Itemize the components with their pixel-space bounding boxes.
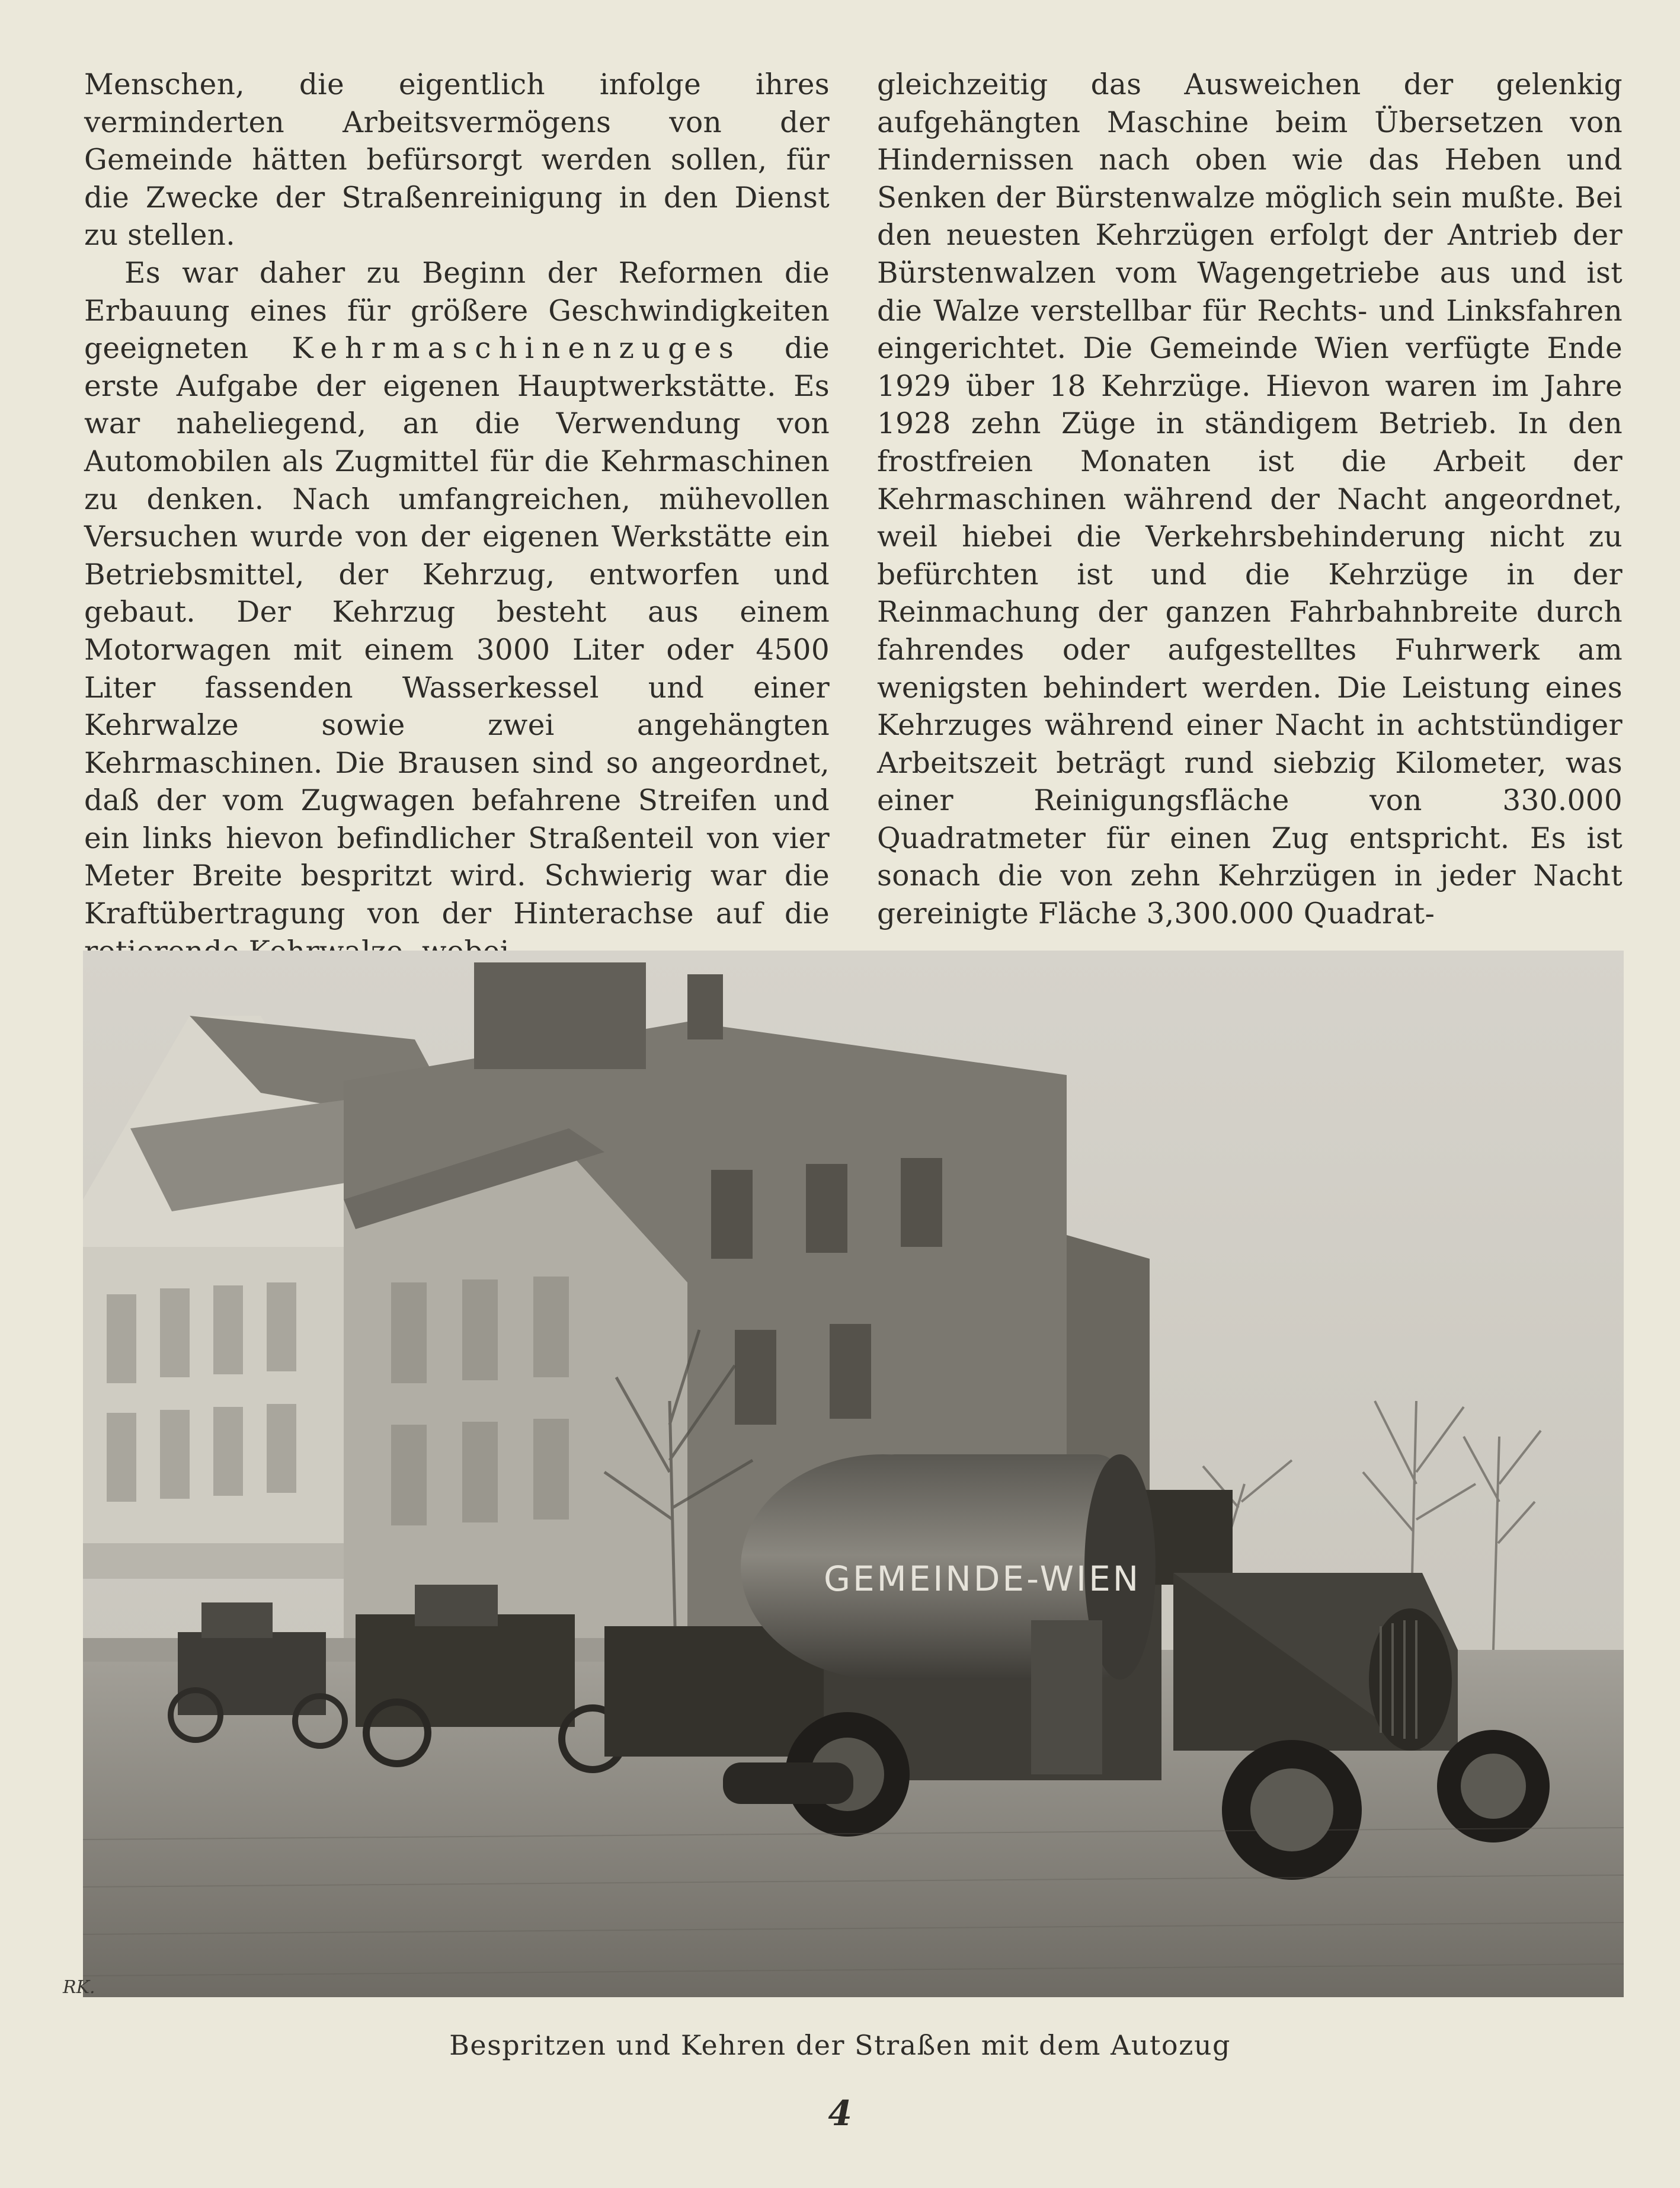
text-column-right — [877, 66, 1623, 933]
figure-caption: Bespritzen und Kehren der Straßen mit dem Autozug — [449, 2029, 1231, 2061]
paragraph-text: die erste Aufgabe der eigenen Hauptwerkstätte. Es war naheliegend, an die Verwendung von Automobilen als Zugmittel für die Kehrmaschinen zu denken. Nach umfangreichen, mühevollen Versuchen wurde von der eigenen Werkstätte ein Betriebsmittel, der Kehrzug, entworfen und gebaut. Der Kehrzug besteht aus einem Motorwagen mit einem 3000 Liter oder 4500 Liter fassenden Wasserkessel und einer Kehrwalze sowie zwei angehängten Kehrmaschinen. Die Brausen sind so angeordnet, daß der vom Zugwagen befahrene Streifen und ein links hievon befindlicher Straßenteil von vier Meter Breite bespritzt wird. Schwierig war die Kraftübertragung von der Hinterachse auf die — [84, 332, 830, 931]
paragraph: Menschen, die eigentlich infolge ihres verminderten Arbeitsvermögens von der Gemeinde hätten befürsorgt werden sollen, für die Zwecke der Straßenreinigung in den Dienst zu stellen. — [84, 68, 830, 252]
tank-lettering: GEMEINDE-WIEN — [824, 1559, 1141, 1599]
photographer-signature: RK. — [63, 1977, 95, 1998]
paragraph — [84, 255, 830, 971]
emphasized-term: Kehrmaschinenzuges — [292, 332, 741, 366]
text-column-left — [84, 66, 830, 971]
photo-illustration — [83, 951, 1624, 1997]
paragraph: gleichzeitig das Ausweichen der gelenkig aufgehängten Maschine beim Übersetzen von Hindernissen nach oben wie das Heben und Senken der Bürstenwalze möglich sein mußte. Bei den neuesten Kehrzügen erfolgt der Antrieb der Bürstenwalzen vom Wagengetriebe aus und ist die Walze verstellbar für Rechts- und Linksfahren eingerichtet. Die Gemeinde Wien verfügte Ende 1929 über 18 Kehrzüge. Hievon waren im Jahre 1928 zehn Züge in ständigem Betrieb. In den frostfreien Monaten ist die Arbeit der Kehrmaschinen während der Nacht angeordnet, weil hiebei die Verkehrsbehinderung nicht zu befürchten ist und die Kehrzüge in der Reinmachung der ganzen Fahrbahnbreite durch fahrendes oder aufgestelltes Fuhrwerk am wenigsten behindert werden. Die Leistung eines Kehrzuges während einer Nacht in achtstündiger Arbeitszeit beträgt rund siebzig Kilometer, was einer Reinigungsfläche von 330.000 Quadratmeter für einen Zug entspricht. Es ist sonach die von zehn Kehrzügen in jeder Nacht gereinigte Fläche 3,300.000 Quadrat- — [877, 68, 1623, 931]
photo-street-sweeper-train — [83, 951, 1624, 1997]
page-number: 4 — [828, 2093, 852, 2133]
paragraph-text: Es war daher zu Beginn der Reformen die Erbauung eines für größere Geschwindigkeiten geeigneten — [84, 256, 830, 366]
